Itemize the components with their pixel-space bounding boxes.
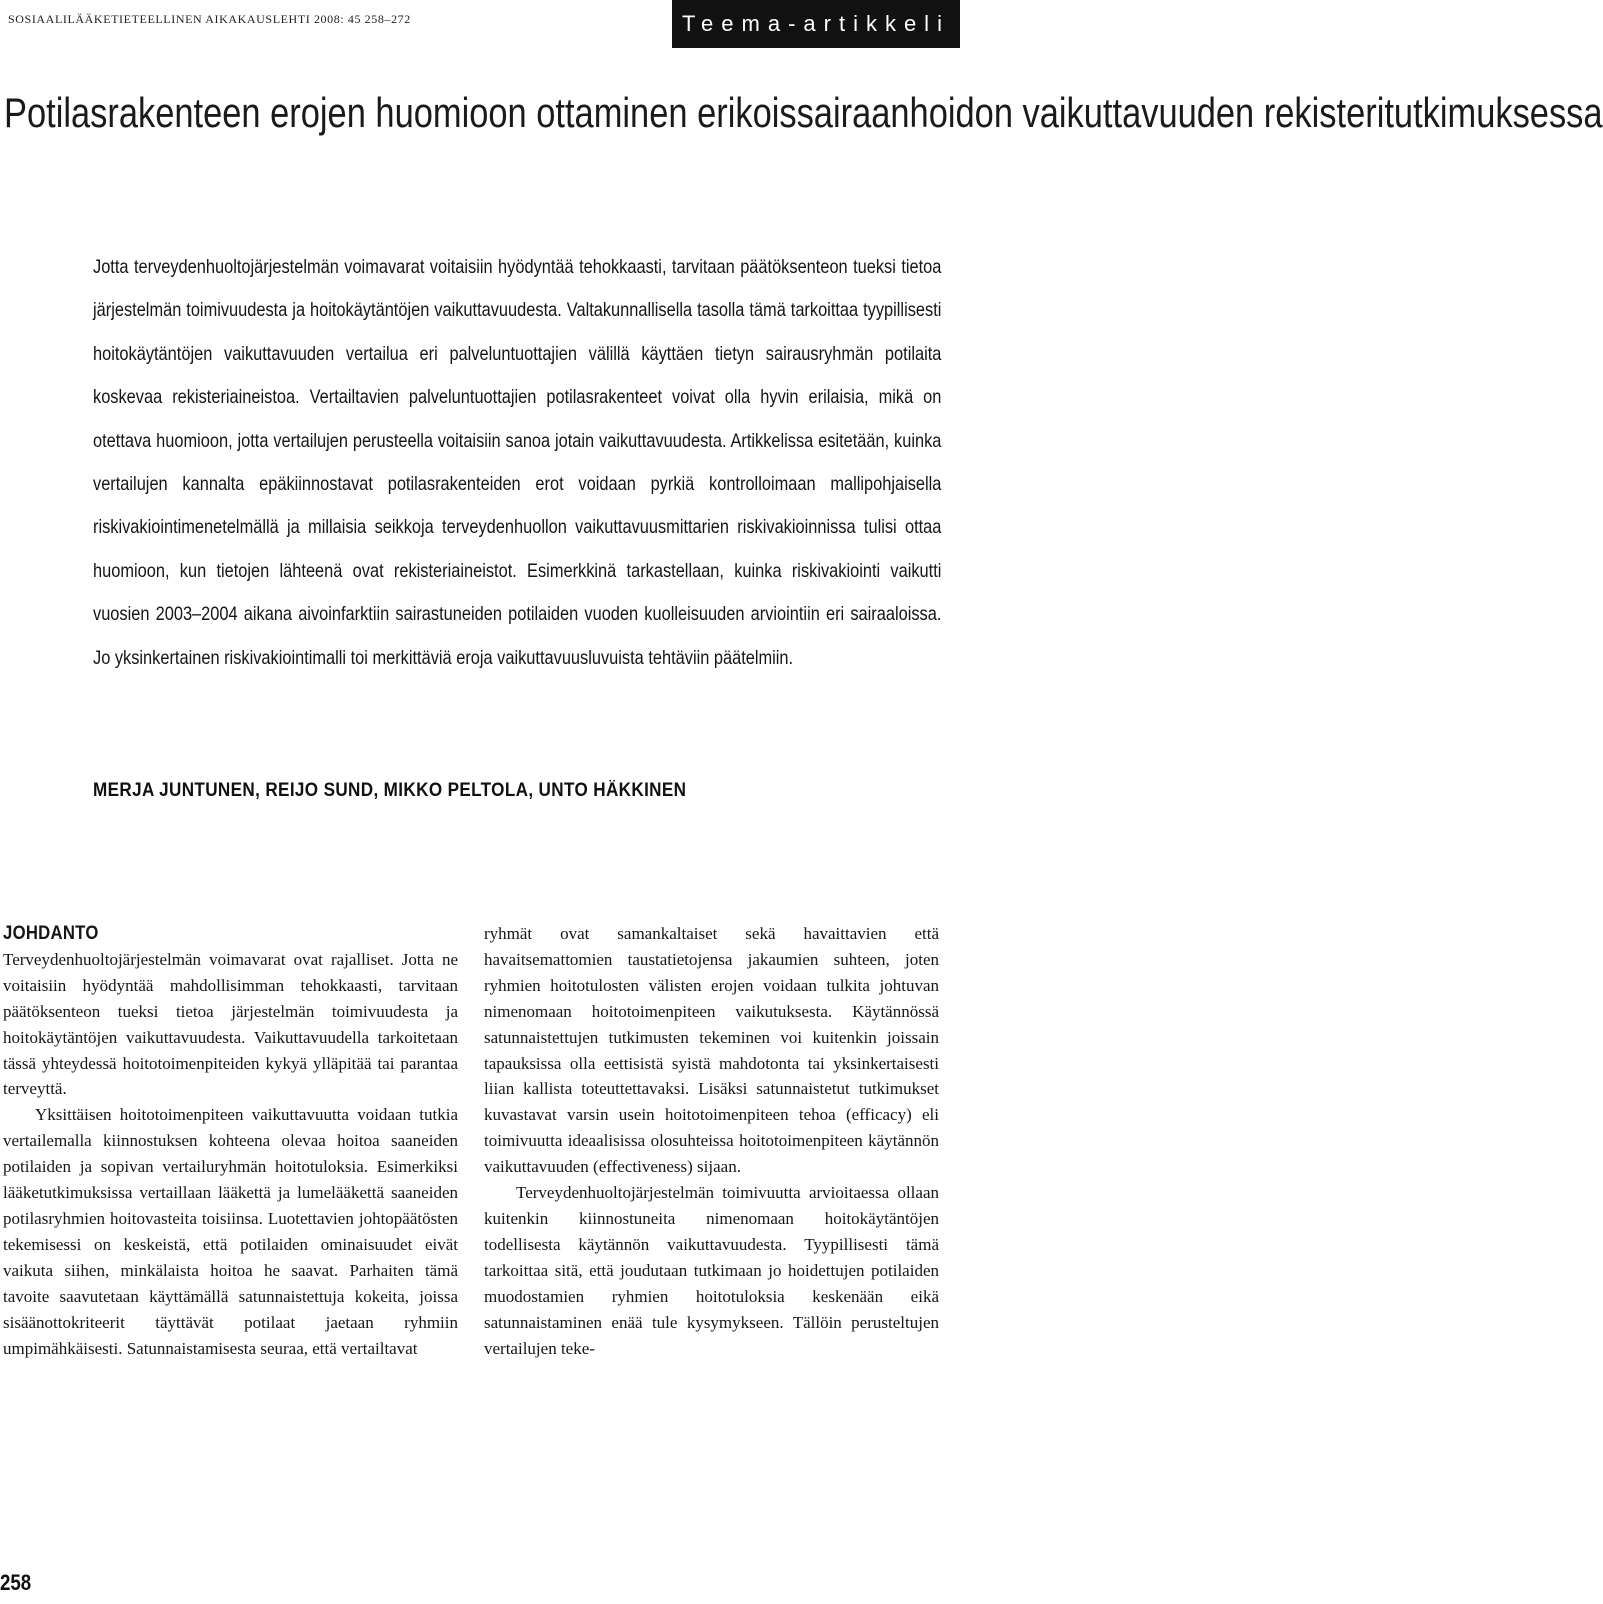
paragraph: Terveydenhuoltojärjestelmän toimivuutta arvioitaessa ollaan kuitenkin kiinnostuneita nimenomaan hoitokäytäntöjen todellisesta käytännön vaikuttavuudesta. Tyypillisesti tämä tarkoittaa sitä, että joudutaan tutkimaan jo hoidettujen potilaiden muodostamien ryhmien hoitotuloksia keskenään eikä satunnaistaminen enää tule kysymykseen. Tällöin perusteltujen vertailujen teke- [484, 1183, 939, 1358]
journal-citation: SOSIAALILÄÄKETIETEELLINEN AIKAKAUSLEHTI 2008: 45 258–272 [8, 12, 411, 26]
paragraph: ryhmät ovat samankaltaiset sekä havaittavien että havaitsemattomien taustatietojensa jakaumien suhteen, joten ryhmien hoitotulosten välisten erojen voidaan tulkita johtuvan nimenomaan hoitotoimenpiteen vaikutuksesta. Käytännössä satunnaistettujen tutkimusten tekeminen voi kuitenkin joissain tapauksissa olla eettisistä syistä mahdotonta tai yksinkertaisesti liian kallista toteuttettavaksi. Lisäksi satunnaistetut tutkimukset kuvastavat varsin usein hoitotoimenpiteen tehoa (efficacy) eli toimivuutta ideaalisissa olosuhteissa hoitotoimenpiteen käytännön vaikuttavuuden (effectiveness) sijaan. [484, 924, 939, 1177]
abstract: Jotta terveydenhuoltojärjestelmän voimavarat voitaisiin hyödyntää tehokkaasti, tarvitaan päätöksenteon tueksi tietoa järjestelmän toimivuudesta ja hoitokäytäntöjen vaikuttavuudesta. Valtakunnallisella tasolla tämä tarkoittaa tyypillisesti hoitokäytäntöjen vaikuttavuuden vertailua eri palveluntuottajien välillä käyttäen tietyn sairausryhmän potilaita koskevaa rekisteriaineistoa. Vertailtavien palveluntuottajien potilasrakenteet voivat olla hyvin erilaisia, mikä on otettava huomioon, jotta vertailujen perusteella voitaisiin sanoa jotain vaikuttavuudesta. Artikkelissa esitetään, kuinka vertailujen kannalta epäkiinnostavat potilasrakenteiden erot voidaan pyrkiä kontrolloimaan mallipohjaisella riskivakiointimenetelmällä ja millaisia seikkoja terveydenhuollon vaikuttavuusmittarien riskivakioinnissa tulisi ottaa huomioon, kun tietojen lähteenä ovat rekisteriaineistot. Esimerkkinä tarkastellaan, kuinka riskivakiointi vaikutti vuosien 2003–2004 aikana aivoinfarktiin sairastuneiden potilaiden vuoden kuolleisuuden arviointiin eri sairaaloissa. Jo yksinkertainen riskivakiointimalli toi merkittäviä eroja vaikuttavuusluvuista tehtäviin päätelmiin. [93, 256, 942, 669]
left-column [3, 921, 458, 1361]
authors: MERJA JUNTUNEN, REIJO SUND, MIKKO PELTOLA, UNTO HÄKKINEN [93, 780, 687, 801]
paragraph: Yksittäisen hoitotoimenpiteen vaikuttavuutta voidaan tutkia vertailemalla kiinnostuksen kohteena olevaa hoitoa saaneiden potilaiden ja sopivan vertailuryhmän hoitotuloksia. Esimerkiksi lääketutkimuksissa vertaillaan lääkettä ja lumelääkettä saaneiden potilasryhmien hoitovasteita toisiinsa. Luotettavien johtopäätösten tekemisessi on keskeistä, että potilaiden ominaisuudet eivät vaikuta siihen, minkälaista hoitoa he saavat. Parhaiten tämä tavoite saavutetaan käyttämällä satunnaistettuja kokeita, joissa sisäänottokriteerit täyttävät potilaat jaetaan ryhmiin umpimähkäisesti. Satunnaistamisesta seuraa, että vertailtavat [3, 1105, 458, 1358]
paragraph: Terveydenhuoltojärjestelmän voimavarat ovat rajalliset. Jotta ne voitaisiin hyödyntää mahdollisimman tehokkaasti, tarvitaan päätöksenteon tueksi tietoa järjestelmän toimivuudesta ja hoitokäytäntöjen vaikuttavuudesta. Vaikuttavuudella tarkoitetaan tässä yhteydessä hoitotoimenpiteiden kykyä ylläpitää tai parantaa terveyttä. [3, 949, 458, 1099]
page-number: 258 [0, 1570, 32, 1595]
right-column [484, 921, 939, 1361]
section-heading: JOHDANTO [3, 923, 99, 944]
article-title: Potilasrakenteen erojen huomioon ottaminen erikoissairaanhoidon vaikuttavuuden rekisteritutkimuksessa [4, 89, 1603, 136]
section-label: Teema-artikkeli [672, 0, 960, 48]
